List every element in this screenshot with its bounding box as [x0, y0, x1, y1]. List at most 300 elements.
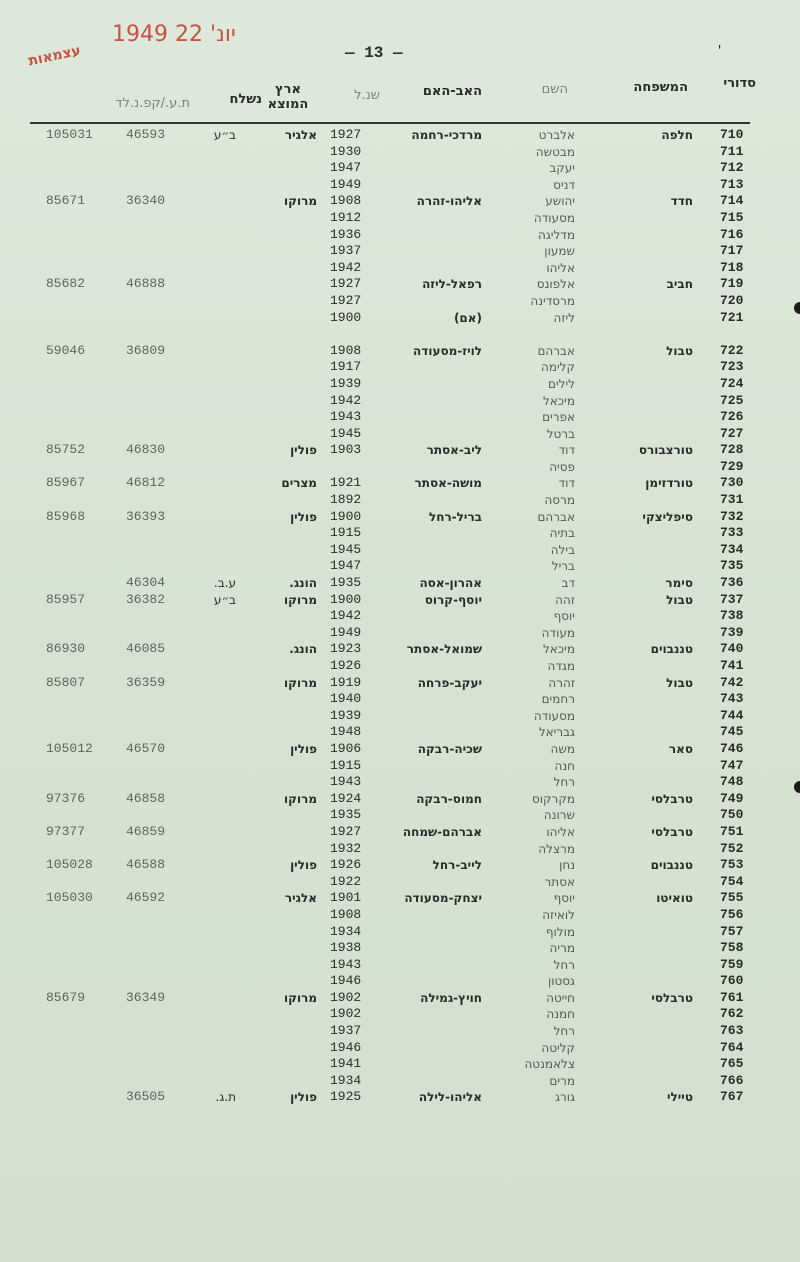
birth-year: 1900	[330, 508, 362, 524]
header-year: שנ.ל	[354, 88, 380, 103]
family-name: טרבלסי	[651, 824, 693, 839]
te-number: 36359	[126, 674, 166, 690]
serial-number: 739	[720, 624, 744, 640]
table-row	[0, 758, 800, 775]
first-name: מעודה	[541, 625, 575, 640]
country-of-origin: פולין	[290, 858, 317, 873]
first-name: רחל	[553, 1024, 575, 1039]
first-name: בילה	[550, 542, 575, 557]
serial-number: 713	[720, 176, 744, 192]
serial-number: 735	[720, 558, 744, 574]
parents-names: יעקב-פרחה	[417, 675, 482, 690]
kap-number: 86930	[46, 641, 86, 657]
first-name: דוד	[558, 443, 575, 458]
serial-number: 727	[720, 425, 744, 441]
header-serial: סדורי	[723, 76, 756, 91]
serial-number: 763	[720, 1023, 744, 1039]
first-name: חמנה	[546, 1007, 575, 1022]
te-number: 46812	[126, 475, 166, 491]
family-name: טואיטו	[656, 891, 693, 906]
serial-number: 715	[720, 209, 744, 225]
serial-number: 755	[720, 890, 744, 906]
birth-year: 1927	[330, 276, 362, 292]
family-name: חביב	[666, 277, 693, 292]
birth-year: 1912	[330, 209, 362, 225]
serial-number: 714	[720, 193, 744, 209]
birth-year: 1945	[330, 425, 362, 441]
kap-number: 105031	[46, 127, 93, 142]
table-row	[0, 310, 800, 327]
te-number: 36349	[126, 989, 166, 1005]
birth-year: 1949	[330, 624, 362, 640]
birth-year: 1946	[330, 1039, 362, 1055]
serial-number: 710	[720, 127, 744, 142]
first-name: פסיה	[549, 459, 575, 474]
birth-year: 1945	[330, 541, 362, 557]
kap-number: 85671	[46, 193, 86, 209]
first-name: רחמים	[541, 692, 575, 707]
birth-year: 1923	[330, 641, 362, 657]
parents-names: חמוס-רבקה	[416, 791, 482, 806]
first-name: מקרקוס	[531, 791, 575, 806]
birth-year: 1939	[330, 707, 362, 723]
serial-number: 754	[720, 873, 744, 889]
table-row	[0, 459, 800, 476]
serial-number: 758	[720, 940, 744, 956]
serial-number: 748	[720, 774, 744, 790]
table-row	[0, 293, 800, 310]
country-of-origin: מרוקו	[284, 675, 317, 690]
te-number: 46593	[126, 127, 166, 142]
birth-year: 1937	[330, 1023, 362, 1039]
parents-names: רפאל-ליזה	[422, 277, 482, 292]
serial-number: 729	[720, 458, 744, 474]
serial-number: 736	[720, 575, 744, 591]
family-name: סיפליצקי	[642, 509, 693, 524]
serial-number: 719	[720, 276, 744, 292]
table-row	[0, 807, 800, 824]
birth-year: 1942	[330, 392, 362, 408]
table-row	[0, 177, 800, 194]
table-row	[0, 393, 800, 410]
birth-year: 1941	[330, 1056, 362, 1072]
country-of-origin: מרוקו	[284, 592, 317, 607]
table-row	[0, 359, 800, 376]
first-name: ברטל	[546, 426, 575, 441]
serial-number: 764	[720, 1039, 744, 1055]
page-number: — 13 —	[345, 44, 403, 62]
serial-number: 742	[720, 674, 744, 690]
family-name: טבול	[666, 675, 693, 690]
family-name: טורדזימן	[645, 476, 693, 491]
table-row	[0, 260, 800, 277]
birth-year: 1948	[330, 724, 362, 740]
first-name: חנה	[554, 758, 575, 773]
table-row	[0, 575, 800, 592]
kap-number: 59046	[46, 342, 86, 358]
parents-names: בריל-רחל	[428, 509, 482, 524]
birth-year: 1934	[330, 923, 362, 939]
table-row	[0, 1073, 800, 1090]
birth-year: 1900	[330, 591, 362, 607]
te-number: 46304	[126, 575, 166, 591]
serial-number: 759	[720, 956, 744, 972]
birth-year: 1947	[330, 160, 362, 176]
family-name: חדד	[670, 194, 693, 209]
first-name: מריה	[549, 941, 575, 956]
punch-hole	[794, 781, 800, 793]
table-row	[0, 641, 800, 658]
first-name: מסעודה	[533, 708, 575, 723]
table-row	[0, 708, 800, 725]
te-number: 36382	[126, 591, 166, 607]
header-parents: האב-האם	[422, 84, 482, 99]
table-row	[0, 525, 800, 542]
kap-number: 85968	[46, 508, 86, 524]
country-of-origin: אלגיר	[284, 128, 317, 142]
birth-year: 1937	[330, 243, 362, 259]
parents-names: מושה-אסתר	[414, 476, 482, 491]
family-name: טננבוים	[650, 858, 693, 873]
parents-names: אברהם-שמחה	[402, 824, 482, 839]
table-row	[0, 625, 800, 642]
birth-year: 1924	[330, 790, 362, 806]
country-of-origin: מרוקו	[284, 990, 317, 1005]
birth-year: 1947	[330, 558, 362, 574]
first-name: גבריאל	[538, 725, 575, 740]
serial-number: 766	[720, 1072, 744, 1088]
birth-year: 1903	[330, 442, 362, 458]
te-number: 46888	[126, 276, 166, 292]
serial-number: 762	[720, 1006, 744, 1022]
serial-number: 743	[720, 691, 744, 707]
serial-number: 740	[720, 641, 744, 657]
first-name: גורג	[555, 1090, 575, 1105]
birth-year: 1900	[330, 309, 362, 325]
country-of-origin: אלגיר	[284, 891, 317, 906]
sent-to: ב״ע	[213, 592, 236, 607]
parents-names: אהרון-אסה	[419, 576, 482, 591]
country-of-origin: מצרים	[281, 476, 317, 491]
kap-number: 85682	[46, 276, 86, 292]
first-name: קליטה	[541, 1040, 575, 1055]
table-row	[0, 326, 800, 343]
parents-names: לויז-מסעודה	[413, 343, 482, 358]
birth-year: 1942	[330, 259, 362, 275]
table-row	[0, 227, 800, 244]
first-name: חייטה	[546, 990, 575, 1005]
first-name: זהה	[555, 592, 575, 607]
table-row	[0, 409, 800, 426]
serial-number: 724	[720, 375, 744, 391]
first-name: משה	[550, 741, 575, 756]
table-row	[0, 841, 800, 858]
table-row	[0, 276, 800, 293]
serial-number: 723	[720, 359, 744, 375]
birth-year: 1949	[330, 176, 362, 192]
serial-number: 728	[720, 442, 744, 458]
serial-number: 730	[720, 475, 744, 491]
first-name: אסתר	[544, 874, 575, 889]
birth-year: 1915	[330, 757, 362, 773]
first-name: רחל	[553, 957, 575, 972]
birth-year: 1926	[330, 857, 362, 873]
table-row	[0, 691, 800, 708]
kap-number: 85679	[46, 989, 86, 1005]
parents-names: שכיה-רבקה	[417, 741, 482, 756]
table-row	[0, 791, 800, 808]
first-name: מבטשה	[535, 144, 575, 159]
first-name: מרים	[549, 1073, 575, 1088]
serial-number: 767	[720, 1089, 744, 1105]
birth-year: 1943	[330, 409, 362, 425]
serial-number: 734	[720, 541, 744, 557]
table-row	[0, 243, 800, 260]
birth-year: 1922	[330, 873, 362, 889]
birth-year: 1908	[330, 342, 362, 358]
table-row	[0, 874, 800, 891]
serial-number: 737	[720, 591, 744, 607]
serial-number: 720	[720, 292, 744, 308]
first-name: אברהם	[537, 343, 575, 358]
birth-year: 1946	[330, 973, 362, 989]
serial-number: 756	[720, 906, 744, 922]
kap-number: 85752	[46, 442, 86, 458]
birth-year: 1906	[330, 740, 362, 756]
birth-year: 1942	[330, 608, 362, 624]
first-name: אפרים	[542, 410, 575, 425]
birth-year: 1908	[330, 906, 362, 922]
first-name: דוד	[558, 476, 575, 491]
header-sent: נשלח	[229, 92, 262, 107]
table-row	[0, 210, 800, 227]
country-of-origin: מרוקו	[284, 194, 317, 209]
parents-names: אליהו-לילה	[418, 1090, 482, 1105]
table-row	[0, 741, 800, 758]
birth-year: 1927	[330, 292, 362, 308]
first-name: אברהם	[537, 509, 575, 524]
serial-number: 716	[720, 226, 744, 242]
table-row	[0, 1006, 800, 1023]
table-row	[0, 724, 800, 741]
te-number: 36809	[126, 342, 166, 358]
table-row	[0, 343, 800, 360]
serial-number: 751	[720, 823, 744, 839]
family-name: טננבוים	[650, 642, 693, 657]
family-name: טיילי	[666, 1090, 693, 1105]
te-number: 36393	[126, 508, 166, 524]
birth-year: 1926	[330, 658, 362, 673]
table-row	[0, 824, 800, 841]
serial-number: 750	[720, 807, 744, 823]
kap-number: 105028	[46, 857, 93, 873]
table-row	[0, 907, 800, 924]
serial-number: 731	[720, 492, 744, 508]
serial-number: 711	[720, 143, 744, 159]
table-row	[0, 376, 800, 393]
header-family: המשפחה	[633, 80, 688, 95]
serial-number: 746	[720, 740, 744, 756]
table-row	[0, 608, 800, 625]
first-name: שמעון	[544, 244, 575, 259]
first-name: מיכאל	[542, 642, 575, 657]
birth-year: 1925	[330, 1089, 362, 1105]
registry-table	[0, 127, 800, 1106]
first-name: רחל	[553, 775, 575, 790]
country-of-origin: מרוקו	[284, 791, 317, 806]
first-name: מגדה	[547, 659, 575, 673]
first-name: שרונה	[543, 808, 575, 823]
serial-number: 744	[720, 707, 744, 723]
country-of-origin: הונג.	[289, 576, 317, 591]
serial-number: 733	[720, 525, 744, 541]
family-name: סימר	[665, 576, 693, 591]
birth-year: 1940	[330, 691, 362, 707]
birth-year: 1939	[330, 375, 362, 391]
birth-year: 1938	[330, 940, 362, 956]
table-row	[0, 973, 800, 990]
birth-year: 1935	[330, 807, 362, 823]
te-number: 46858	[126, 790, 166, 806]
first-name: לילים	[548, 376, 575, 391]
table-row	[0, 160, 800, 177]
serial-number: 717	[720, 243, 744, 259]
serial-number: 721	[720, 309, 744, 325]
te-number: 46859	[126, 823, 166, 839]
family-name: סאר	[668, 741, 693, 756]
birth-year: 1934	[330, 1072, 362, 1088]
sent-to: ת.ג.	[215, 1090, 236, 1105]
te-number: 36340	[126, 193, 166, 209]
table-row	[0, 890, 800, 907]
first-name: לואיזה	[542, 907, 575, 922]
first-name: מדליגה	[538, 227, 575, 242]
office-stamp: עצמאות	[26, 42, 83, 70]
first-name: יעקב	[549, 161, 575, 176]
serial-number: 722	[720, 342, 744, 358]
serial-number: 761	[720, 989, 744, 1005]
sent-to: ע.ב.	[213, 576, 236, 591]
table-row	[0, 658, 800, 675]
first-name: גסטון	[547, 974, 575, 989]
parents-names: אליהו-זהרה	[416, 194, 482, 209]
punch-hole	[794, 302, 800, 314]
table-row	[0, 990, 800, 1007]
kap-number: 97377	[46, 823, 86, 839]
header-first-name: השם	[541, 82, 568, 97]
serial-number: 741	[720, 658, 744, 673]
serial-number: 747	[720, 757, 744, 773]
serial-number: 749	[720, 790, 744, 806]
serial-number: 765	[720, 1056, 744, 1072]
table-row	[0, 127, 800, 144]
te-number: 46830	[126, 442, 166, 458]
first-name: בריל	[551, 559, 575, 574]
first-name: אלברט	[538, 128, 575, 142]
serial-number: 738	[720, 608, 744, 624]
header-rule	[30, 122, 750, 124]
family-name: טבול	[666, 592, 693, 607]
serial-number: 745	[720, 724, 744, 740]
table-row	[0, 442, 800, 459]
country-of-origin: פולין	[290, 1090, 317, 1105]
parents-names: מרדכי-רחמה	[411, 128, 482, 142]
birth-year: 1935	[330, 575, 362, 591]
serial-number: 726	[720, 409, 744, 425]
first-name: צלאמנטה	[524, 1057, 575, 1072]
birth-year: 1936	[330, 226, 362, 242]
first-name: ליזה	[553, 310, 575, 325]
first-name: בתיה	[549, 526, 575, 541]
birth-year: 1917	[330, 359, 362, 375]
table-row	[0, 542, 800, 559]
sent-to: ב״ע	[213, 128, 236, 142]
first-name: מסעודה	[533, 210, 575, 225]
birth-year: 1902	[330, 989, 362, 1005]
serial-number: 725	[720, 392, 744, 408]
serial-number: 712	[720, 160, 744, 176]
birth-year: 1930	[330, 143, 362, 159]
table-row	[0, 592, 800, 609]
first-name: יוסף	[553, 891, 575, 906]
table-row	[0, 509, 800, 526]
kap-number: 85957	[46, 591, 86, 607]
table-row	[0, 857, 800, 874]
birth-year: 1915	[330, 525, 362, 541]
birth-year: 1927	[330, 823, 362, 839]
kap-number: 85807	[46, 674, 86, 690]
first-name: מולוף	[545, 924, 575, 939]
first-name: מרסה	[544, 493, 575, 508]
first-name: אלפונס	[536, 277, 575, 292]
birth-year: 1921	[330, 475, 362, 491]
birth-year: 1927	[330, 127, 362, 142]
table-row	[0, 957, 800, 974]
birth-year: 1892	[330, 492, 362, 508]
table-row	[0, 774, 800, 791]
kap-number: 105012	[46, 740, 93, 756]
parents-names: ליב-אסתר	[426, 443, 482, 458]
te-number: 46570	[126, 740, 166, 756]
parents-names: (אם)	[453, 310, 482, 325]
birth-year: 1943	[330, 774, 362, 790]
te-number: 36505	[126, 1089, 166, 1105]
country-of-origin: פולין	[290, 443, 317, 458]
table-row	[0, 1040, 800, 1057]
birth-year: 1919	[330, 674, 362, 690]
kap-number: 97376	[46, 790, 86, 806]
family-name: טורצבורס	[638, 443, 693, 458]
table-row	[0, 940, 800, 957]
birth-year: 1902	[330, 1006, 362, 1022]
date-stamp: 1949 יונ' 22	[112, 22, 236, 47]
first-name: נחן	[559, 858, 575, 873]
serial-number: 752	[720, 840, 744, 856]
first-name: דב	[561, 576, 575, 591]
te-number: 46588	[126, 857, 166, 873]
header-te-kap: ת.ע./קפ.נ.לד	[115, 96, 190, 111]
birth-year: 1908	[330, 193, 362, 209]
first-name: קלימה	[540, 360, 575, 375]
table-row	[0, 144, 800, 161]
birth-year: 1943	[330, 956, 362, 972]
country-of-origin: פולין	[290, 509, 317, 524]
birth-year: 1932	[330, 840, 362, 856]
hole-marker: '	[716, 44, 724, 58]
family-name: חלפה	[661, 128, 693, 142]
table-row	[0, 1056, 800, 1073]
table-row	[0, 426, 800, 443]
